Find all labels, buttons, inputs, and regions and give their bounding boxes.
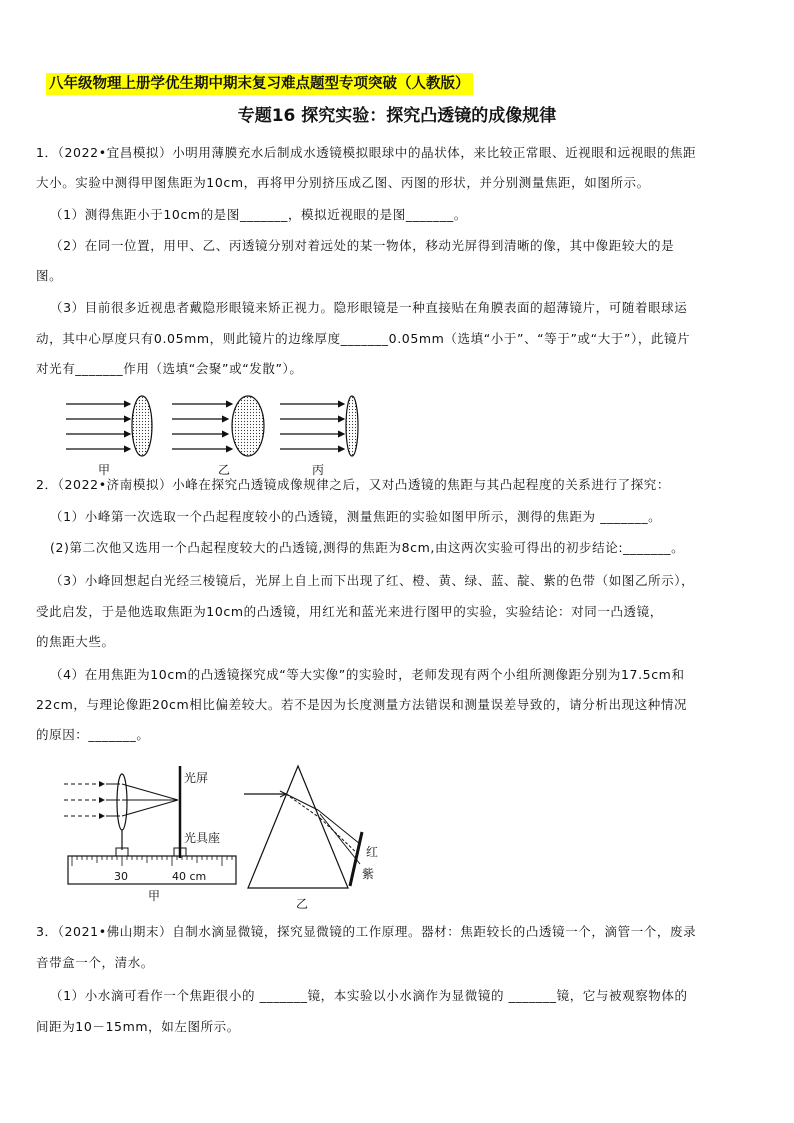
q2-part4-line2: 22cm，与理论像距20cm相比偏差较大。若不是因为长度测量方法错误和测量误差导致的，请分析出现这种情况 <box>36 697 688 712</box>
q3-stem-line2: 音带盒一个，清水。 <box>36 955 154 970</box>
q2-part3-line2: 受此启发，于是他选取焦距为10cm的凸透镜，用红光和蓝光来进行图甲的实验，实验结论：对同一凸透镜， <box>36 604 663 619</box>
q2-part2: (2)第二次他又选用一个凸起程度较大的凸透镜,测得的焦距为8cm,由这两次实验可得出的初步结论:_______。 <box>50 540 685 555</box>
lens-jia <box>132 396 152 456</box>
screen-label: 光屏 <box>184 771 209 785</box>
series-banner: 八年级物理上册学优生期中期末复习难点题型专项突破（人教版） <box>46 73 473 95</box>
q2-stem: 2．（2022•济南模拟）小峰在探究凸透镜成像规律之后，又对凸透镜的焦距与其凸起程度的关系进行了探究： <box>36 477 670 492</box>
q1-part2-line1: （2）在同一位置，用甲、乙、丙透镜分别对着远处的某一物体，移动光屏得到清晰的像，其中像距较大的是 <box>50 238 675 253</box>
fig-a-caption: 甲 <box>148 889 161 902</box>
lens-bing-group <box>280 396 358 456</box>
lens-yi-group <box>172 396 264 456</box>
red-label: 红 <box>366 845 379 859</box>
q2-part4-line3: 的原因：_______。 <box>36 727 150 742</box>
convex-lens <box>117 774 127 830</box>
lens-bing <box>346 396 358 456</box>
prism-screen <box>350 832 362 886</box>
fig-b-caption: 乙 <box>296 897 309 911</box>
q1-part3-line3: 对光有_______作用（选填“会聚”或“发散”）。 <box>36 361 303 376</box>
q2-part4-line1: （4）在用焦距为10cm的凸透镜探究成“等大实像”的实验时，老师发现有两个小组所测像距分别为17.5cm和 <box>50 667 685 682</box>
lens-yi <box>232 396 264 456</box>
ruler-ticks <box>72 856 232 866</box>
q1-part2-line2: 图。 <box>36 268 63 283</box>
bench-label: 光具座 <box>184 831 221 845</box>
label-yi: 乙 <box>218 463 231 476</box>
q2-part1: （1）小峰第一次选取一个凸起程度较小的凸透镜，测量焦距的实验如图甲所示，测得的焦距为 _______。 <box>50 509 662 524</box>
label-bing: 丙 <box>312 463 325 476</box>
label-jia: 甲 <box>98 463 111 476</box>
q1-stem-line1: 1．（2022•宜昌模拟）小明用薄膜充水后制成水透镜模拟眼球中的晶状体，来比较正常眼、近视眼和远视眼的焦距 <box>36 145 697 160</box>
violet-label: 紫 <box>362 867 375 881</box>
tick-40-label: 40 cm <box>172 870 207 883</box>
q1-part1: （1）测得焦距小于10cm的是图_______，模拟近视眼的是图_______。 <box>50 207 467 222</box>
q2-prism-figure <box>240 762 390 912</box>
q2-part3-line1: （3）小峰回想起白光经三棱镜后，光屏上自上而下出现了红、橙、黄、绿、蓝、靛、紫的色带（如图乙所示）， <box>50 573 695 588</box>
q3-stem-line1: 3．（2021•佛山期末）自制水滴显微镜，探究显微镜的工作原理。器材：焦距较长的凸透镜一个，滴管一个，废录 <box>36 924 697 939</box>
tick-30-label: 30 <box>114 870 128 883</box>
q3-part1-line1: （1）小水滴可看作一个焦距很小的 _______镜，本实验以小水滴作为显微镜的 _______镜，它与被观察物体的 <box>50 988 688 1003</box>
q1-stem-line2: 大小。实验中测得甲图焦距为10cm，再将甲分别挤压成乙图、丙图的形状，并分别测量焦距，如图所示。 <box>36 175 650 190</box>
q2-optical-bench-figure <box>60 762 240 902</box>
q1-part3-line2: 动，其中心厚度只有0.05mm，则此镜片的边缘厚度_______0.05mm（选填“小于”、“等于”或“大于”），此镜片 <box>36 331 691 346</box>
q2-part3-line3: 的焦距大些。 <box>36 634 115 649</box>
q1-part3-line1: （3）目前很多近视患者戴隐形眼镜来矫正视力。隐形眼镜是一种直接贴在角膜表面的超薄镜片，可随着眼球运 <box>50 300 688 315</box>
lens-jia-group <box>66 396 152 456</box>
prism <box>248 766 348 888</box>
bench-rail <box>68 856 236 884</box>
q1-lens-figure <box>60 390 390 476</box>
page-title: 专题16 探究实验：探究凸透镜的成像规律 <box>237 106 557 126</box>
q3-part1-line2: 间距为10－15mm，如左图所示。 <box>36 1019 240 1034</box>
